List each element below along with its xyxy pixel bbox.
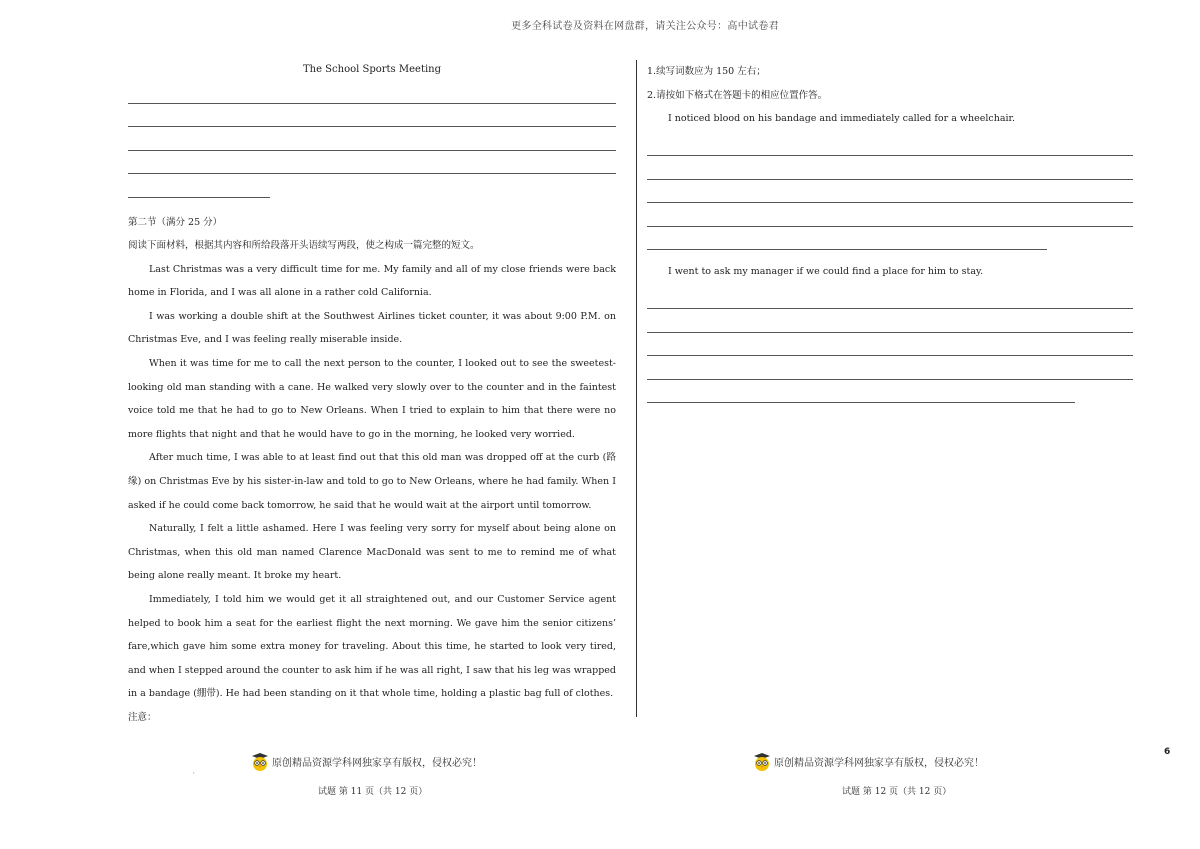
paragraph-starter-2: I went to ask my manager if we could find a place for him to stay.: [668, 266, 984, 278]
answer-line: [128, 104, 616, 128]
owl-logo-icon: [249, 750, 271, 772]
owl-logo-icon: [751, 750, 773, 772]
note-item: 2.请按如下格式在答题卡的相应位置作答。: [647, 89, 828, 101]
answer-line: [647, 309, 1133, 333]
answer-line: [128, 151, 616, 175]
answer-line: [647, 356, 1133, 380]
passage-paragraph: Last Christmas was a very difficult time for me. My family and all of my close friends were back home in Florida, and I was all alone in a rather cold California.: [128, 263, 616, 299]
column-divider: [636, 60, 637, 717]
answer-line: [128, 174, 270, 198]
passage-paragraph: Naturally, I felt a little ashamed. Here I was feeling very sorry for myself about being alone on Christmas, when this old man named Clarence MacDonald was sent to me to remind me of what being alone really meant. It broke my heart.: [128, 523, 616, 582]
passage-paragraph: I was working a double shift at the Southwest Airlines ticket counter, it was about 9:00 P.M. on Christmas Eve, and I was feeling really miserable inside.: [128, 310, 616, 346]
passage-paragraph: Immediately, I told him we would get it all straightened out, and our Customer Service agent helped to book him a seat for the earliest flight the next morning. We gave him the senior citizens’ fare,which gave him some extra money for traveling. About this time, he started to look very tired, and when I stepped around the counter to ask him if he was all right, I saw that his leg was wrapped in a bandage (绷带). He had been standing on it that whole time, holding a plastic bag full of clothes.: [128, 594, 616, 700]
answer-lines-1: [647, 133, 1133, 251]
answer-line: [128, 80, 616, 104]
answer-line: [128, 127, 616, 151]
copyright-text: 原创精品资源学科网独家享有版权，侵权必究！: [272, 757, 482, 769]
stray-mark: ': [193, 772, 195, 779]
note-item: 1.续写词数应为 150 左右；: [647, 66, 766, 77]
answer-line: [647, 227, 1047, 251]
paragraph-starter-1: I noticed blood on his bandage and immediately called for a wheelchair.: [668, 113, 1016, 125]
section-heading: 第二节（满分 25 分）: [128, 216, 223, 228]
copyright-text: 原创精品资源学科网独家享有版权，侵权必究！: [774, 757, 984, 769]
essay-title: The School Sports Meeting: [302, 64, 442, 75]
answer-line: [647, 380, 1075, 404]
corner-page-number: 6: [1164, 747, 1171, 757]
instruction-text: 阅读下面材料，根据其内容和所给段落开头语续写两段，使之构成一篇完整的短文。: [128, 240, 480, 252]
answer-line: [647, 156, 1133, 180]
left-column: [128, 60, 616, 730]
answer-line: [647, 286, 1133, 310]
answer-line: [647, 333, 1133, 357]
copyright-notice-right: [751, 750, 984, 772]
page-number-left: 试题 第 11 页（共 12 页）: [318, 787, 428, 797]
copyright-notice-left: [249, 750, 482, 772]
answer-line: [647, 180, 1133, 204]
right-column: [647, 60, 1133, 403]
passage-paragraph: After much time, I was able to at least find out that this old man was dropped off at the curb (路缘) on Christmas Eve by his sister-in-law and told to go to New Orleans, where he had family. When I asked if he could come back tomorrow, he said that he would wait at the airport until tomorrow.: [128, 452, 616, 511]
page-number-right: 试题 第 12 页（共 12 页）: [842, 787, 952, 797]
passage-paragraph: When it was time for me to call the next person to the counter, I looked out to see the sweetest-looking old man standing with a cane. He walked very slowly over to the counter and in the faintest voice told me that he had to go to New Orleans. When I tried to explain to him that there were no more flights that night and that he would have to go in the morning, he looked very worried.: [128, 358, 616, 440]
answer-line: [647, 133, 1133, 157]
answer-line: [647, 203, 1133, 227]
header-notice: 更多全科试卷及资料在网盘群，请关注公众号：高中试卷君: [511, 21, 779, 32]
answer-lines-2: [647, 286, 1133, 404]
note-label: 注意：: [128, 711, 157, 723]
